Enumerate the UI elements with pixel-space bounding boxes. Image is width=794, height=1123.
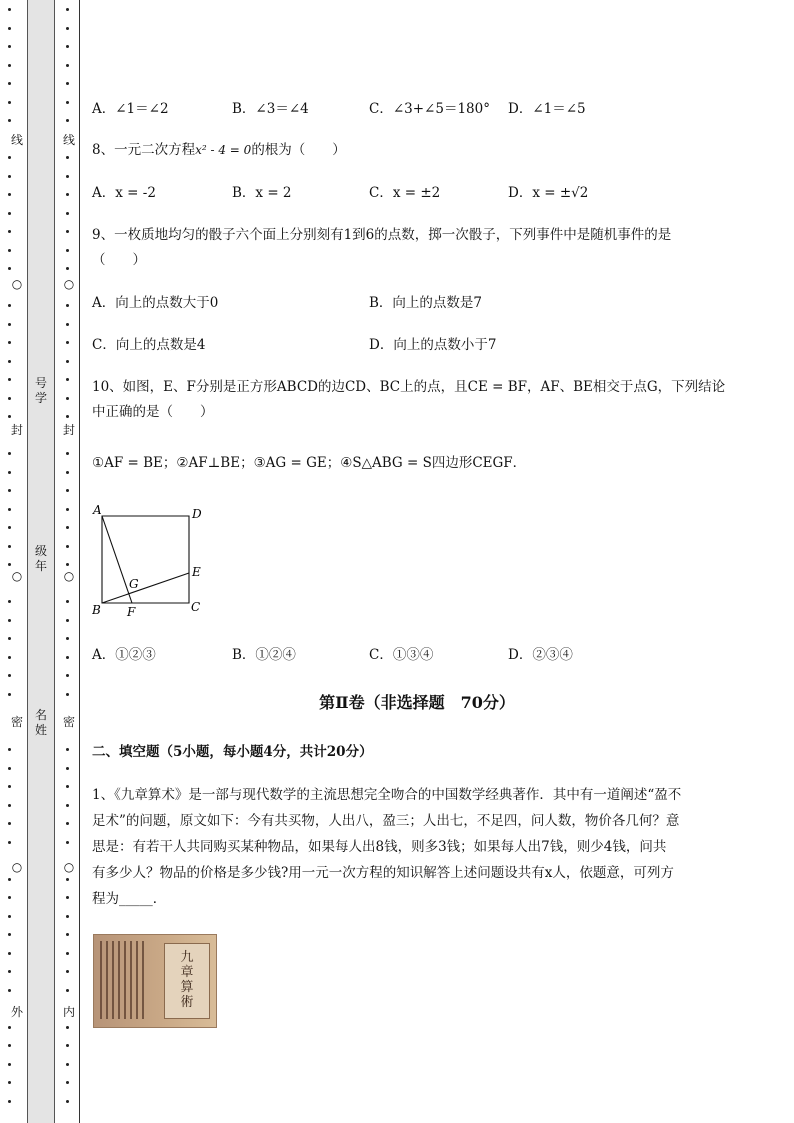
binding-dot bbox=[66, 27, 69, 30]
q10-option-d: D．②③④ bbox=[508, 647, 573, 663]
q8-option-a: A．x = -2 bbox=[92, 185, 156, 201]
binding-dot bbox=[66, 249, 69, 252]
binding-dot bbox=[8, 452, 11, 455]
label-b: B bbox=[92, 603, 101, 617]
binding-dot bbox=[66, 119, 69, 122]
margin-rule bbox=[79, 0, 80, 1123]
label-a: A bbox=[93, 503, 102, 517]
binding-dot bbox=[8, 656, 11, 659]
binding-dot bbox=[8, 304, 11, 307]
margin-circle: ○ bbox=[63, 277, 75, 291]
q10-stem-line1: 10、如图，E、F分别是正方形ABCD的边CD、BC上的点，且CE = BF，AF、BE相交于点G，下列结论 bbox=[92, 379, 726, 395]
margin-label-wai: 外 bbox=[10, 1005, 23, 1019]
binding-dot bbox=[8, 267, 11, 270]
margin-circle: ○ bbox=[63, 860, 75, 874]
q8-equation: x² - 4 = 0 bbox=[195, 143, 252, 157]
binding-dot bbox=[8, 785, 11, 788]
binding-dot bbox=[66, 952, 69, 955]
binding-dot bbox=[66, 101, 69, 104]
binding-dot bbox=[8, 119, 11, 122]
binding-dot bbox=[8, 64, 11, 67]
binding-dot bbox=[66, 637, 69, 640]
binding-dot bbox=[8, 693, 11, 696]
fill-q1-line2: 足术”的问题，原文如下：今有共买物，人出八，盈三；人出七，不足四，问人数，物价各几何？意 bbox=[92, 813, 680, 829]
label-c: C bbox=[191, 600, 201, 614]
binding-dot bbox=[8, 471, 11, 474]
field-student-number: 号学 bbox=[35, 376, 48, 405]
binding-dot bbox=[8, 508, 11, 511]
binding-dot bbox=[66, 896, 69, 899]
binding-dot bbox=[8, 563, 11, 566]
binding-dot bbox=[66, 1100, 69, 1103]
binding-dot bbox=[66, 1081, 69, 1084]
margin-label-mi: 密 bbox=[10, 715, 23, 729]
margin-label-nei: 内 bbox=[62, 1005, 75, 1019]
binding-dot bbox=[8, 101, 11, 104]
binding-dot bbox=[66, 878, 69, 881]
binding-dot bbox=[8, 27, 11, 30]
q10-option-b: B．①②④ bbox=[232, 647, 296, 663]
binding-dot bbox=[66, 82, 69, 85]
q8-stem bbox=[92, 141, 346, 159]
binding-dot bbox=[66, 360, 69, 363]
binding-dot bbox=[8, 600, 11, 603]
binding-dot bbox=[8, 212, 11, 215]
binding-dot bbox=[8, 360, 11, 363]
binding-dot bbox=[8, 1081, 11, 1084]
binding-dot bbox=[66, 656, 69, 659]
binding-dot bbox=[8, 545, 11, 548]
binding-dot bbox=[66, 804, 69, 807]
fill-q1-line5: 程为_____． bbox=[92, 891, 167, 907]
label-d: D bbox=[192, 507, 202, 521]
binding-dot bbox=[8, 397, 11, 400]
binding-dot bbox=[66, 841, 69, 844]
binding-dot bbox=[8, 1026, 11, 1029]
binding-dot bbox=[8, 1044, 11, 1047]
fill-q1-line3: 思是：有若干人共同购买某种物品，如果每人出8钱，则多3钱；如果每人出7钱，则少4钱，问共 bbox=[92, 839, 667, 855]
binding-dot bbox=[66, 508, 69, 511]
binding-dot bbox=[8, 82, 11, 85]
binding-dot bbox=[8, 878, 11, 881]
q8-option-b: B．x = 2 bbox=[232, 185, 292, 201]
binding-dot bbox=[66, 489, 69, 492]
binding-dot bbox=[8, 489, 11, 492]
margin-circle: ○ bbox=[11, 860, 23, 874]
binding-dot bbox=[8, 45, 11, 48]
margin-label-feng: 封 bbox=[10, 423, 23, 437]
margin-label-xian: 线 bbox=[10, 133, 23, 147]
q8-stem-suffix: 的根为（ ） bbox=[251, 142, 346, 158]
binding-dot bbox=[66, 45, 69, 48]
margin-label-xian-inner: 线 bbox=[62, 133, 75, 147]
binding-dot bbox=[66, 175, 69, 178]
binding-dot bbox=[8, 822, 11, 825]
binding-dot bbox=[66, 452, 69, 455]
q10-option-c: C．①③④ bbox=[369, 647, 434, 663]
q7-option-b: B．∠3＝∠4 bbox=[232, 101, 309, 117]
binding-dot bbox=[66, 230, 69, 233]
binding-dot bbox=[66, 212, 69, 215]
binding-dot bbox=[8, 804, 11, 807]
field-grade: 级年 bbox=[35, 544, 48, 573]
jiuzhang-suanshu-photo bbox=[93, 934, 217, 1028]
left-binding-line bbox=[0, 0, 20, 1123]
binding-dot bbox=[66, 1044, 69, 1047]
binding-dot bbox=[66, 378, 69, 381]
binding-dot bbox=[66, 156, 69, 159]
binding-dot bbox=[8, 748, 11, 751]
square-abcd-figure bbox=[92, 500, 212, 620]
q9-option-a: A．向上的点数大于0 bbox=[92, 295, 219, 311]
binding-dot bbox=[66, 526, 69, 529]
bamboo-text-columns bbox=[100, 941, 148, 1019]
binding-dot bbox=[66, 748, 69, 751]
q7-option-c: C．∠3+∠5＝180° bbox=[369, 101, 490, 117]
binding-dot bbox=[8, 8, 11, 11]
q9-option-c: C．向上的点数是4 bbox=[92, 337, 206, 353]
binding-dot bbox=[66, 1026, 69, 1029]
q9-stem-line2: （ ） bbox=[92, 252, 146, 268]
book-title: 九章算術 bbox=[180, 950, 194, 1010]
q10-option-a: A．①②③ bbox=[92, 647, 156, 663]
q9-stem-line1: 9、一枚质地均匀的骰子六个面上分别刻有1到6的点数，掷一次骰子，下列事件中是随机事件的是 bbox=[92, 227, 672, 243]
binding-dot bbox=[8, 1063, 11, 1066]
q10-conclusions: ①AF = BE；②AF⊥BE；③AG = GE；④S△ABG = S四边形CEGF． bbox=[92, 455, 527, 471]
binding-dot bbox=[66, 915, 69, 918]
binding-dot bbox=[8, 415, 11, 418]
binding-dot bbox=[8, 341, 11, 344]
binding-dot bbox=[66, 323, 69, 326]
margin-circle: ○ bbox=[63, 569, 75, 583]
binding-dot bbox=[66, 600, 69, 603]
binding-dot bbox=[66, 970, 69, 973]
binding-dot bbox=[8, 193, 11, 196]
binding-dot bbox=[66, 989, 69, 992]
binding-dot bbox=[66, 1063, 69, 1066]
binding-dot bbox=[66, 267, 69, 270]
fill-q1-line4: 有多少人？物品的价格是多少钱?用一元一次方程的知识解答上述问题设共有x人，依题意，可列方 bbox=[92, 865, 674, 881]
fill-section-title: 二、填空题（5小题，每小题4分，共计20分） bbox=[92, 744, 373, 760]
binding-dot bbox=[66, 785, 69, 788]
binding-dot bbox=[66, 471, 69, 474]
binding-dot bbox=[66, 933, 69, 936]
binding-dot bbox=[8, 526, 11, 529]
binding-dot bbox=[8, 933, 11, 936]
binding-dot bbox=[66, 545, 69, 548]
binding-dot bbox=[66, 64, 69, 67]
q9-option-d: D．向上的点数小于7 bbox=[369, 337, 497, 353]
binding-dot bbox=[66, 193, 69, 196]
binding-dot bbox=[8, 175, 11, 178]
binding-dot bbox=[66, 693, 69, 696]
label-e: E bbox=[192, 565, 201, 579]
binding-dot bbox=[8, 896, 11, 899]
binding-dot bbox=[8, 970, 11, 973]
fill-q1-line1: 1、《九章算术》是一部与现代数学的主流思想完全吻合的中国数学经典著作．其中有一道阐述“盈不 bbox=[92, 787, 682, 803]
part2-title: 第Ⅱ卷（非选择题 70分） bbox=[319, 693, 515, 712]
field-name: 名姓 bbox=[35, 708, 48, 737]
binding-dot bbox=[66, 8, 69, 11]
square-abcd bbox=[102, 516, 189, 603]
binding-dot bbox=[8, 230, 11, 233]
q7-option-d: D．∠1＝∠5 bbox=[508, 101, 586, 117]
binding-dot bbox=[66, 767, 69, 770]
q8-option-c: C．x = ±2 bbox=[369, 185, 441, 201]
margin-circle: ○ bbox=[11, 569, 23, 583]
binding-dot bbox=[8, 767, 11, 770]
q7-option-a: A．∠1＝∠2 bbox=[92, 101, 169, 117]
segment-be bbox=[102, 573, 189, 603]
q9-option-b: B．向上的点数是7 bbox=[369, 295, 483, 311]
binding-dot bbox=[8, 841, 11, 844]
binding-dot bbox=[8, 378, 11, 381]
margin-label-mi-inner: 密 bbox=[62, 715, 75, 729]
binding-dot bbox=[8, 156, 11, 159]
margin-circle: ○ bbox=[11, 277, 23, 291]
binding-dot bbox=[66, 304, 69, 307]
binding-dot bbox=[8, 952, 11, 955]
binding-dot bbox=[66, 674, 69, 677]
binding-dot bbox=[66, 341, 69, 344]
binding-dot bbox=[8, 249, 11, 252]
q8-option-d: D．x = ±√2 bbox=[508, 185, 589, 201]
binding-dot bbox=[8, 323, 11, 326]
binding-dot bbox=[8, 674, 11, 677]
binding-dot bbox=[8, 637, 11, 640]
q8-stem-prefix: 8、一元二次方程 bbox=[92, 142, 196, 158]
binding-dot bbox=[66, 619, 69, 622]
margin-label-feng-inner: 封 bbox=[62, 423, 75, 437]
binding-dot bbox=[66, 822, 69, 825]
right-binding-line bbox=[58, 0, 78, 1123]
label-f: F bbox=[127, 605, 136, 619]
binding-dot bbox=[8, 619, 11, 622]
book-cover bbox=[164, 943, 210, 1019]
binding-dot bbox=[66, 397, 69, 400]
segment-af bbox=[102, 516, 132, 603]
label-g: G bbox=[129, 577, 139, 591]
binding-dot bbox=[8, 1100, 11, 1103]
q10-stem-line2: 中正确的是（ ） bbox=[92, 404, 214, 420]
binding-dot bbox=[8, 989, 11, 992]
binding-dot bbox=[8, 915, 11, 918]
binding-dot bbox=[66, 563, 69, 566]
binding-dot bbox=[66, 415, 69, 418]
